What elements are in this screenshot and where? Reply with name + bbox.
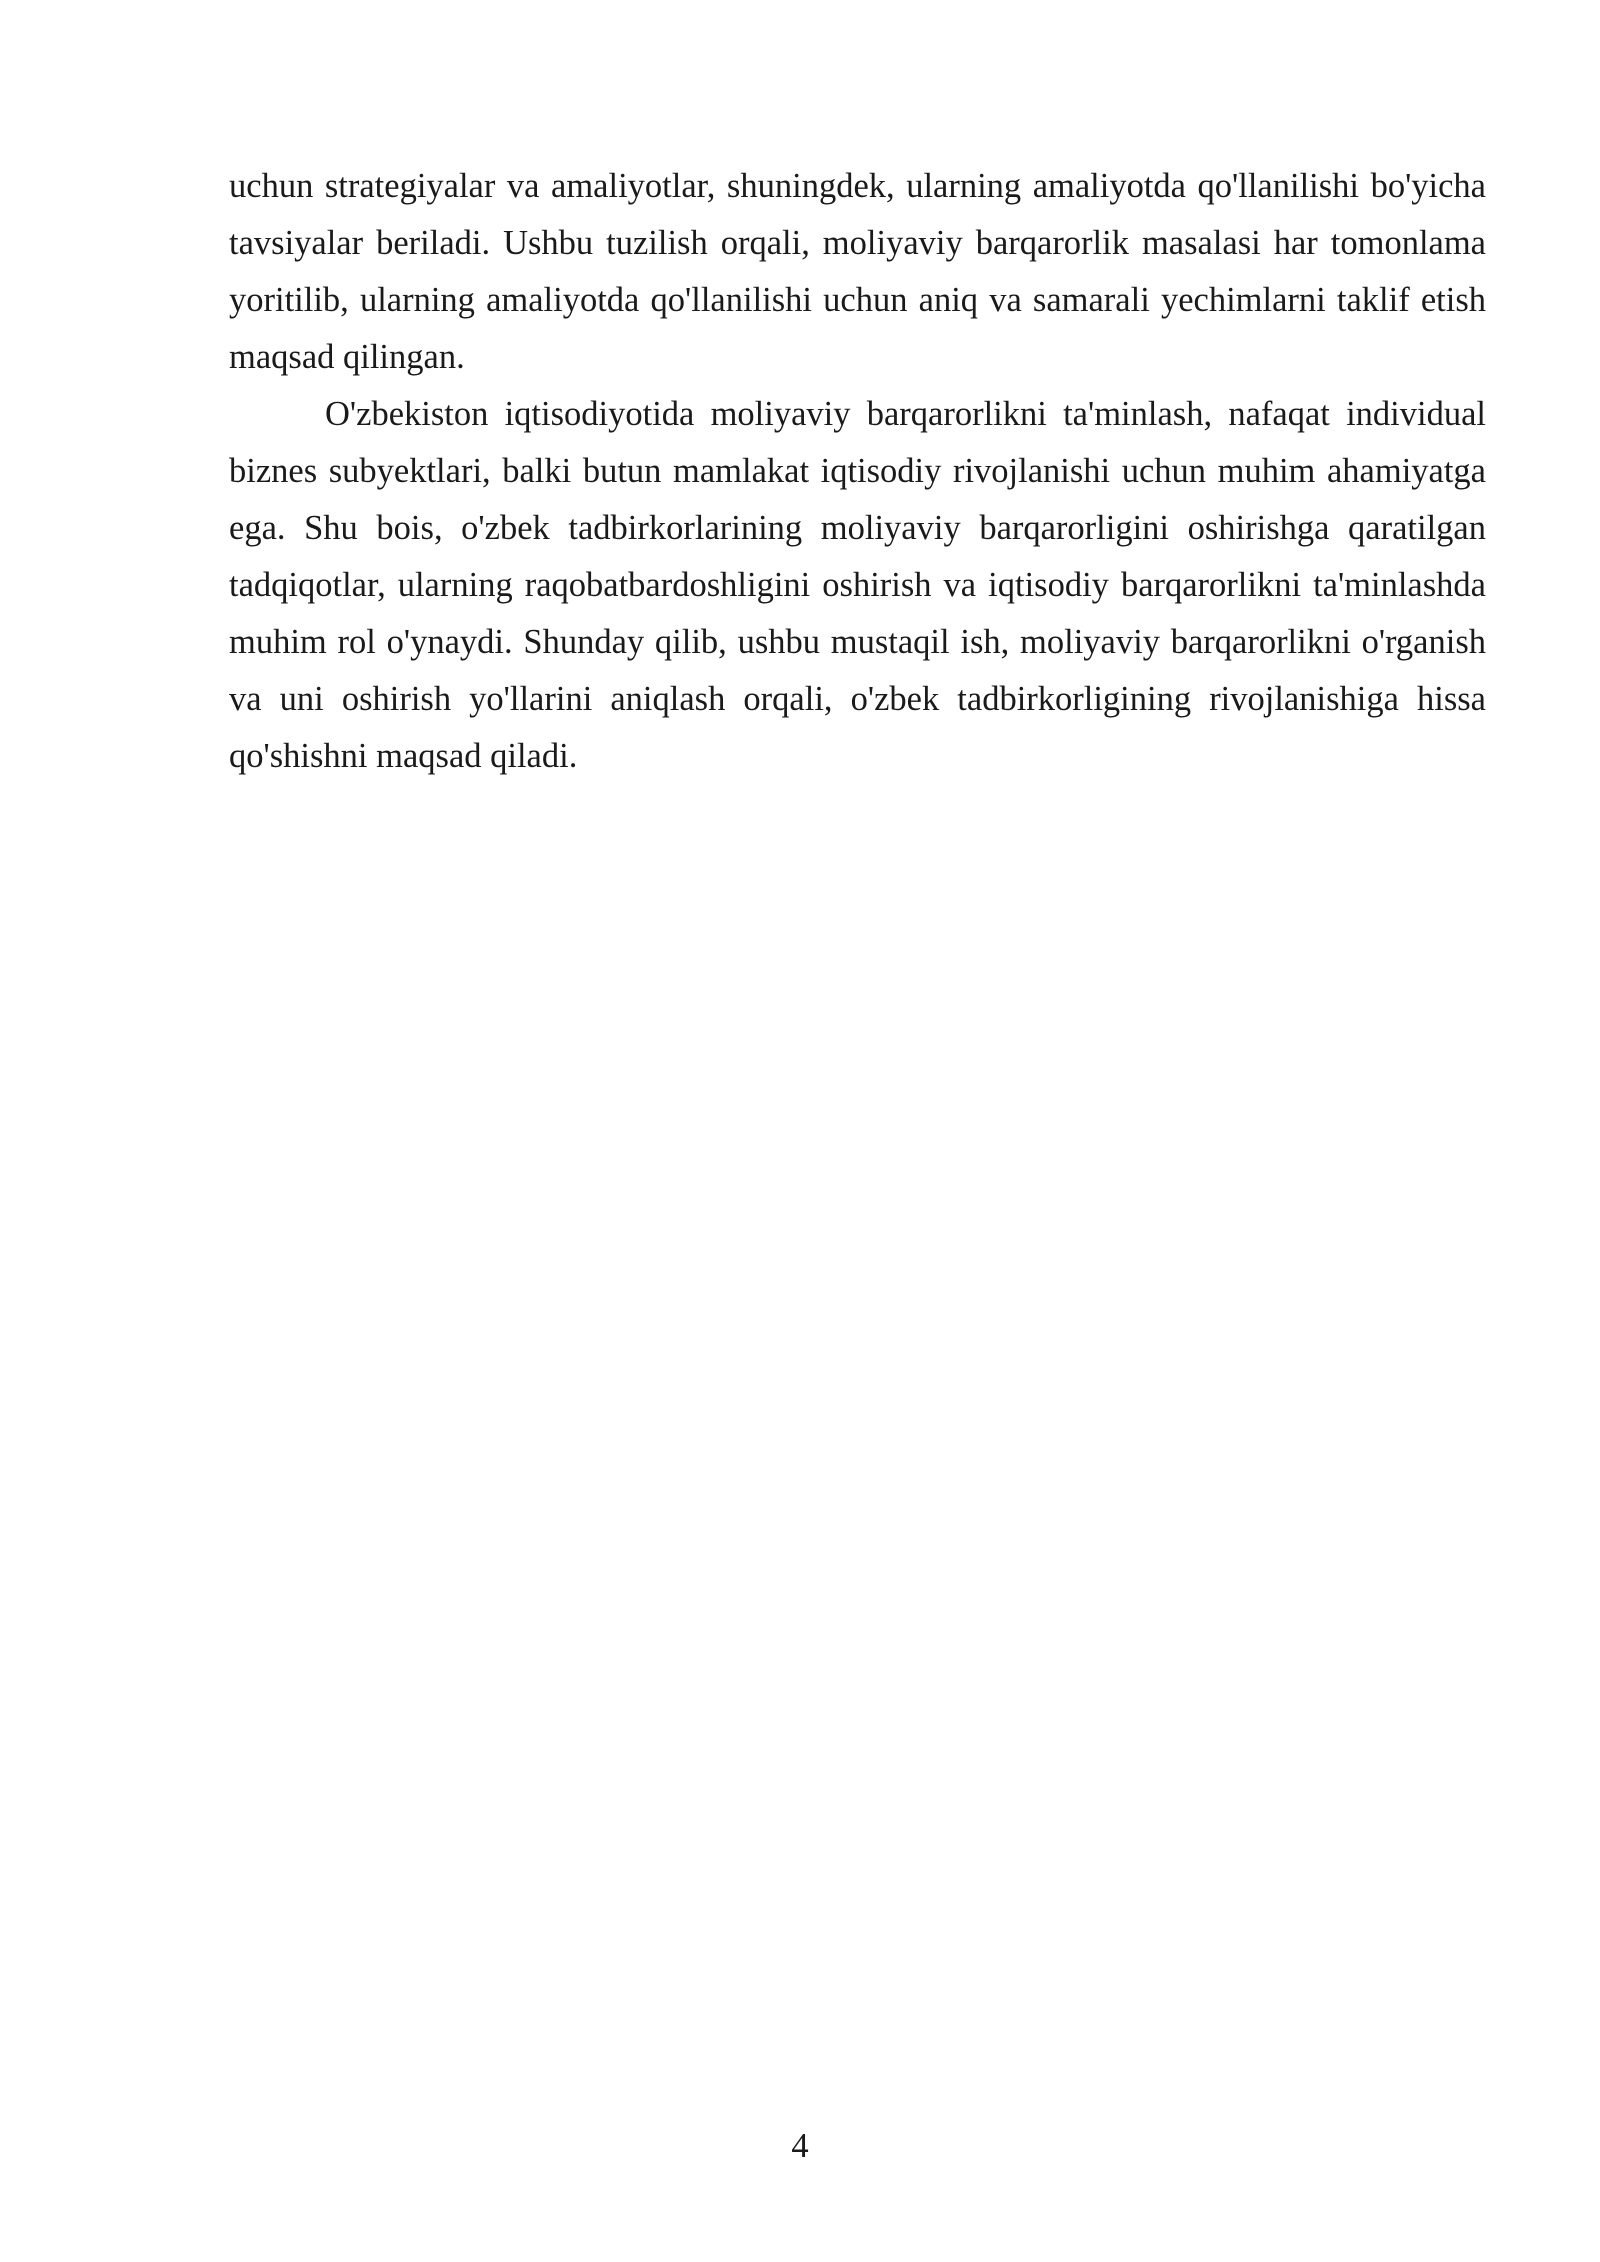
- paragraph-continuation: uchun strategiyalar va amaliyotlar, shuningdek, ularning amaliyotda qo'llanilishi bo'yicha tavsiyalar beriladi. Ushbu tuzilish orqali, moliyaviy barqarorlik masalasi har tomonlama yoritilib, ularning amaliyotda qo'llanilishi uchun aniq va samarali yechimlarni taklif etish maqsad qilingan.: [229, 167, 1486, 376]
- body-text: [229, 158, 1486, 785]
- page-number: 4: [791, 2127, 809, 2165]
- paragraph: O'zbekiston iqtisodiyotida moliyaviy barqarorlikni ta'minlash, nafaqat individual biznes subyektlari, balki butun mamlakat iqtisodiy rivojlanishi uchun muhim ahamiyatga ega. Shu bois, o'zbek tadbirkorlarining moliyaviy barqarorligini oshirishga qaratilgan tadqiqotlar, ularning raqobatbardoshligini oshirish va iqtisodiy barqarorlikni ta'minlashda muhim rol o'ynaydi. Shunday qilib, ushbu mustaqil ish, moliyaviy barqarorlikni o'rganish va uni oshirish yo'llarini aniqlash orqali, o'zbek tadbirkorligining rivojlanishiga hissa qo'shishni maqsad qiladi.: [229, 395, 1486, 775]
